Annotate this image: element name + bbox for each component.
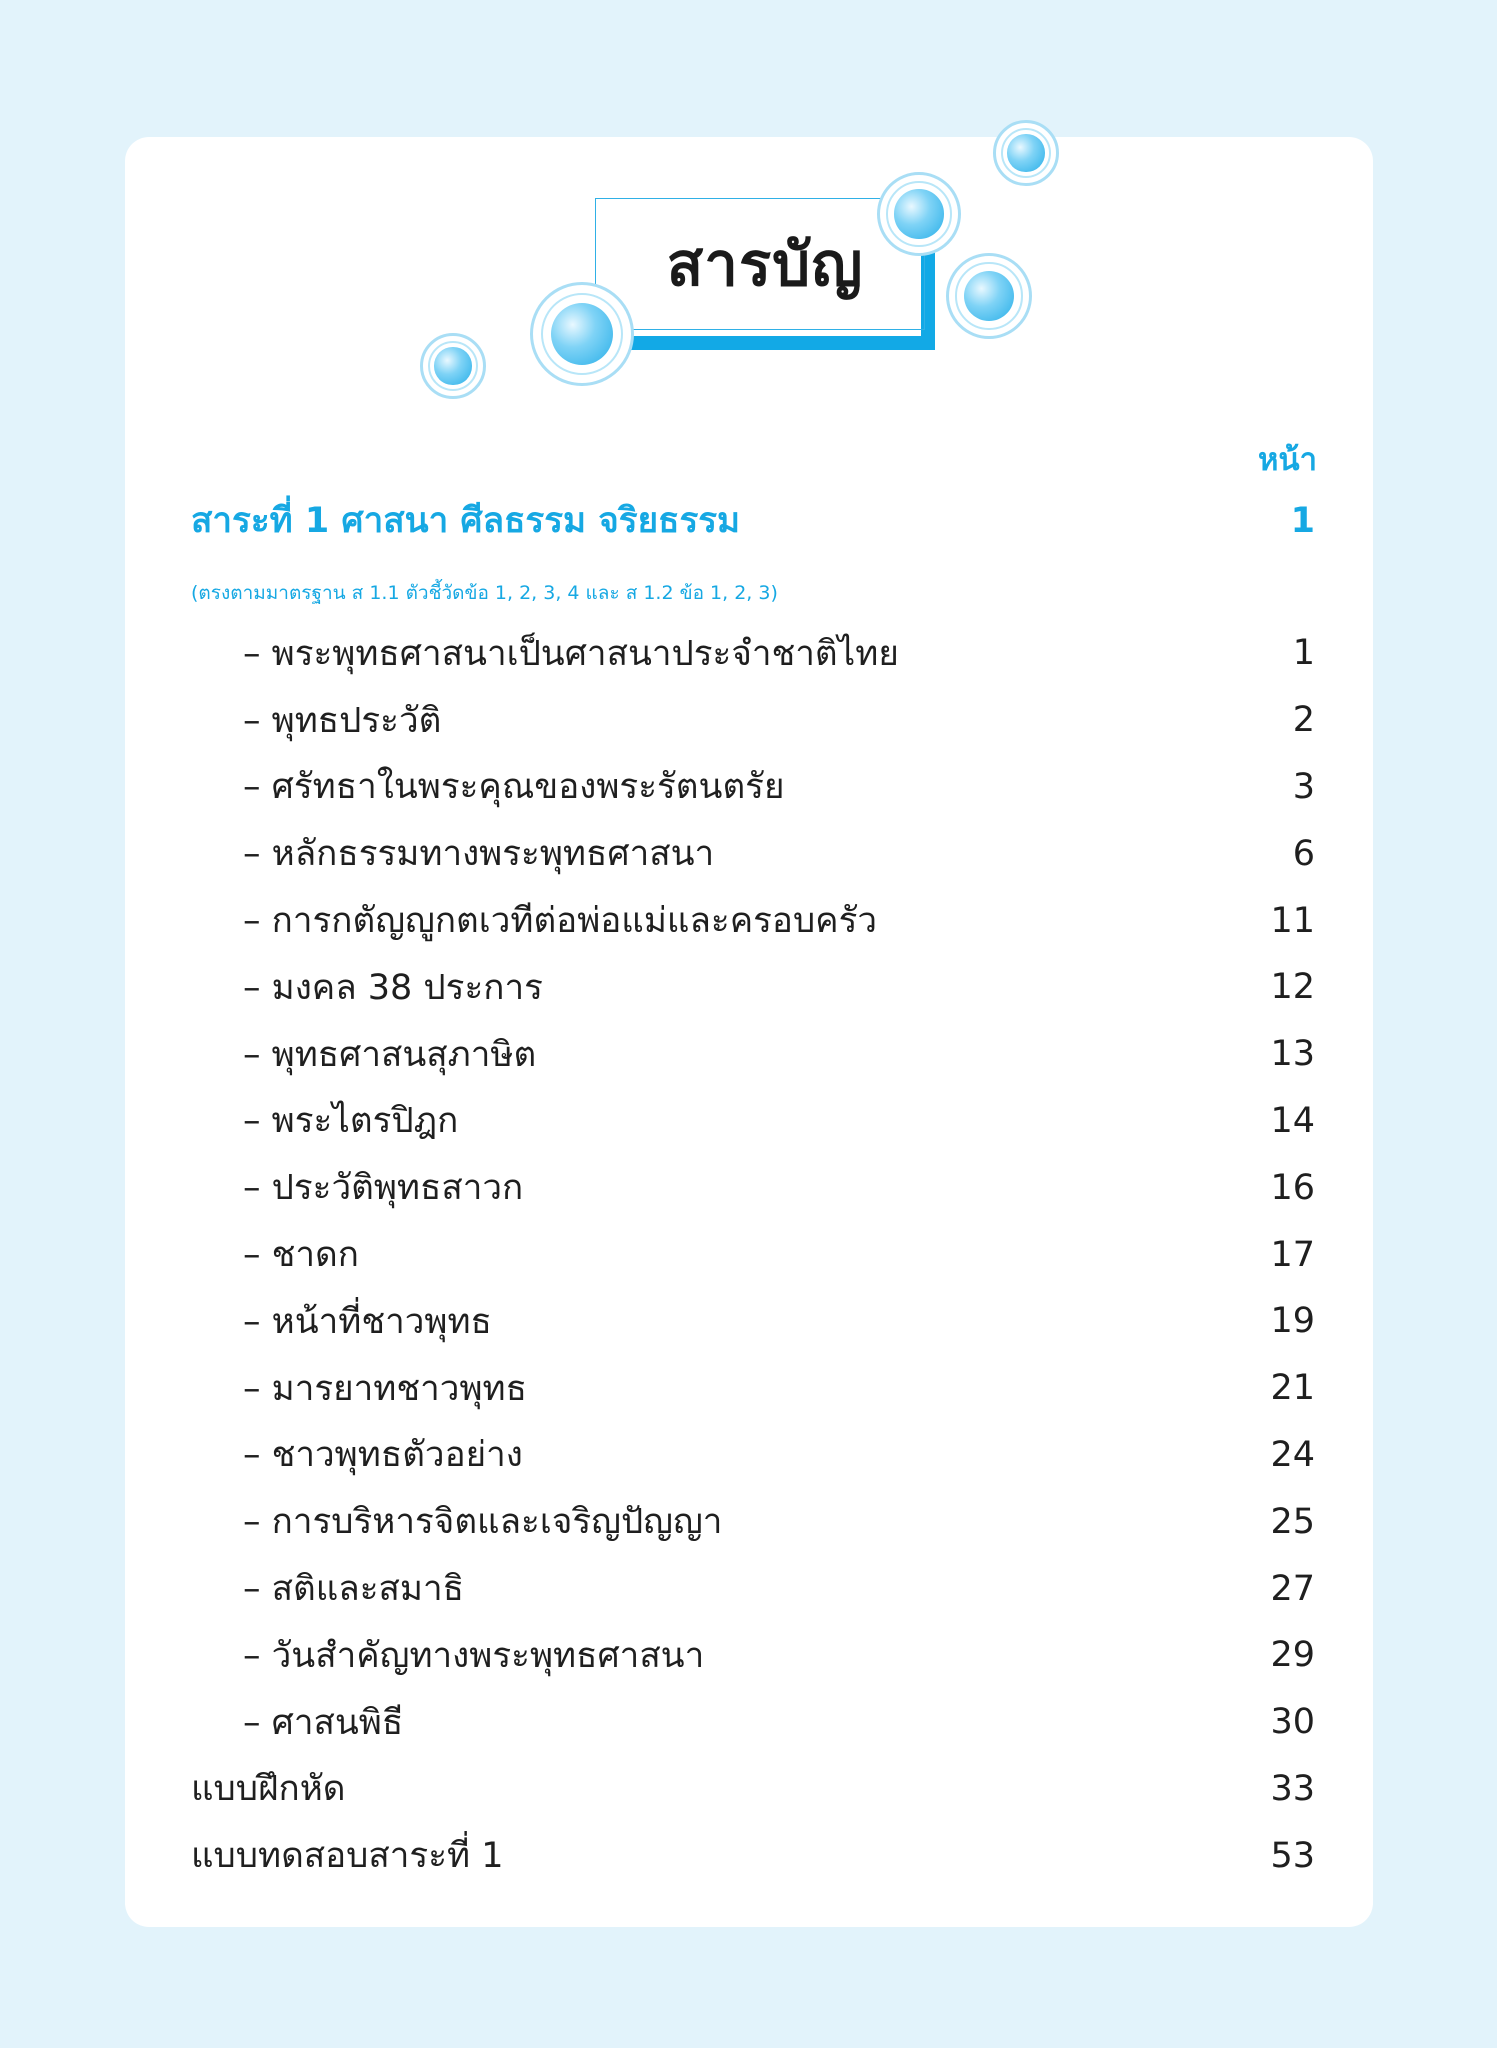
toc-entry-page: 6 <box>1292 833 1315 874</box>
toc-entry-label: – ประวัติพุทธสาวก <box>243 1168 524 1209</box>
toc-entry-page: 27 <box>1270 1568 1315 1609</box>
toc-entry-page: 33 <box>1270 1768 1315 1809</box>
toc-entry <box>191 1221 1315 1288</box>
toc-entry-label: – การบริหารจิตและเจริญปัญญา <box>243 1502 723 1543</box>
toc-entry <box>191 1622 1315 1689</box>
title-frame-shadow <box>610 336 935 350</box>
toc-entry <box>191 1355 1315 1422</box>
toc-entry-exercises <box>191 1756 1315 1823</box>
toc-entry <box>191 1088 1315 1155</box>
toc-entry-page: 3 <box>1292 766 1315 807</box>
toc-entry-label: – การกตัญญูกตเวทีต่อพ่อแม่และครอบครัว <box>243 901 878 942</box>
toc-entry-page: 21 <box>1270 1368 1315 1409</box>
toc-entry-label: – พุทธประวัติ <box>243 700 442 741</box>
bubble-decoration <box>993 120 1059 186</box>
toc-entry-page: 29 <box>1270 1635 1315 1676</box>
toc-entry <box>191 1288 1315 1355</box>
toc-entry-label: – ศรัทธาในพระคุณของพระรัตนตรัย <box>243 767 785 808</box>
toc-entry-page: 2 <box>1292 700 1315 741</box>
toc-entry-page: 1 <box>1292 633 1315 674</box>
toc-entry-page: 19 <box>1270 1301 1315 1342</box>
toc-entry <box>191 954 1315 1021</box>
toc-list <box>191 620 1315 1889</box>
section-heading <box>191 493 1315 548</box>
toc-entry-page: 24 <box>1270 1434 1315 1475</box>
toc-entry-label: – ชาวพุทธตัวอย่าง <box>243 1435 523 1476</box>
toc-entry <box>191 687 1315 754</box>
toc-entry-label: แบบฝึกหัด <box>191 1769 346 1810</box>
toc-entry-label: – สติและสมาธิ <box>243 1569 464 1610</box>
toc-entry-page: 14 <box>1270 1100 1315 1141</box>
section-standard-note: (ตรงตามมาตรฐาน ส 1.1 ตัวชี้วัดข้อ 1, 2, 3, 4 และ ส 1.2 ข้อ 1, 2, 3) <box>191 582 778 604</box>
toc-entry <box>191 1422 1315 1489</box>
toc-entry-label: – ศาสนพิธี <box>243 1702 404 1743</box>
toc-entry-page: 12 <box>1270 967 1315 1008</box>
page-title: สารบัญ <box>666 229 864 300</box>
toc-entry-label: – มารยาทชาวพุทธ <box>243 1368 527 1409</box>
toc-entry-label: – หน้าที่ชาวพุทธ <box>243 1301 492 1342</box>
toc-entry-page: 30 <box>1270 1702 1315 1743</box>
toc-entry <box>191 887 1315 954</box>
toc-entry-page: 16 <box>1270 1167 1315 1208</box>
toc-entry-test <box>191 1822 1315 1889</box>
toc-entry <box>191 1021 1315 1088</box>
page-column-header: หน้า <box>1257 442 1317 478</box>
section-page: 1 <box>1290 501 1315 541</box>
toc-entry-label: – พระพุทธศาสนาเป็นศาสนาประจำชาติไทย <box>243 633 899 674</box>
toc-entry-page: 53 <box>1270 1835 1315 1876</box>
toc-entry <box>191 620 1315 687</box>
toc-entry-label: – หลักธรรมทางพระพุทธศาสนา <box>243 834 715 875</box>
toc-entry-page: 13 <box>1270 1034 1315 1075</box>
toc-entry-label: – ชาดก <box>243 1235 359 1276</box>
toc-entry-label: – มงคล 38 ประการ <box>243 967 543 1008</box>
toc-entry <box>191 1555 1315 1622</box>
toc-entry <box>191 1689 1315 1756</box>
toc-entry-label: – พุทธศาสนสุภาษิต <box>243 1034 537 1075</box>
bubble-decoration <box>946 253 1032 339</box>
toc-entry <box>191 1488 1315 1555</box>
toc-entry <box>191 754 1315 821</box>
toc-entry-page: 17 <box>1270 1234 1315 1275</box>
toc-entry-label: – วันสำคัญทางพระพุทธศาสนา <box>243 1635 705 1676</box>
toc-entry-page: 11 <box>1270 900 1315 941</box>
bubble-decoration <box>420 333 486 399</box>
toc-entry-label: – พระไตรปิฎก <box>243 1101 459 1142</box>
toc-entry <box>191 1154 1315 1221</box>
toc-entry-label: แบบทดสอบสาระที่ 1 <box>191 1836 504 1877</box>
section-title: สาระที่ 1 ศาสนา ศีลธรรม จริยธรรม <box>191 501 741 541</box>
toc-entry <box>191 820 1315 887</box>
title-box <box>597 200 923 328</box>
toc-entry-page: 25 <box>1270 1501 1315 1542</box>
